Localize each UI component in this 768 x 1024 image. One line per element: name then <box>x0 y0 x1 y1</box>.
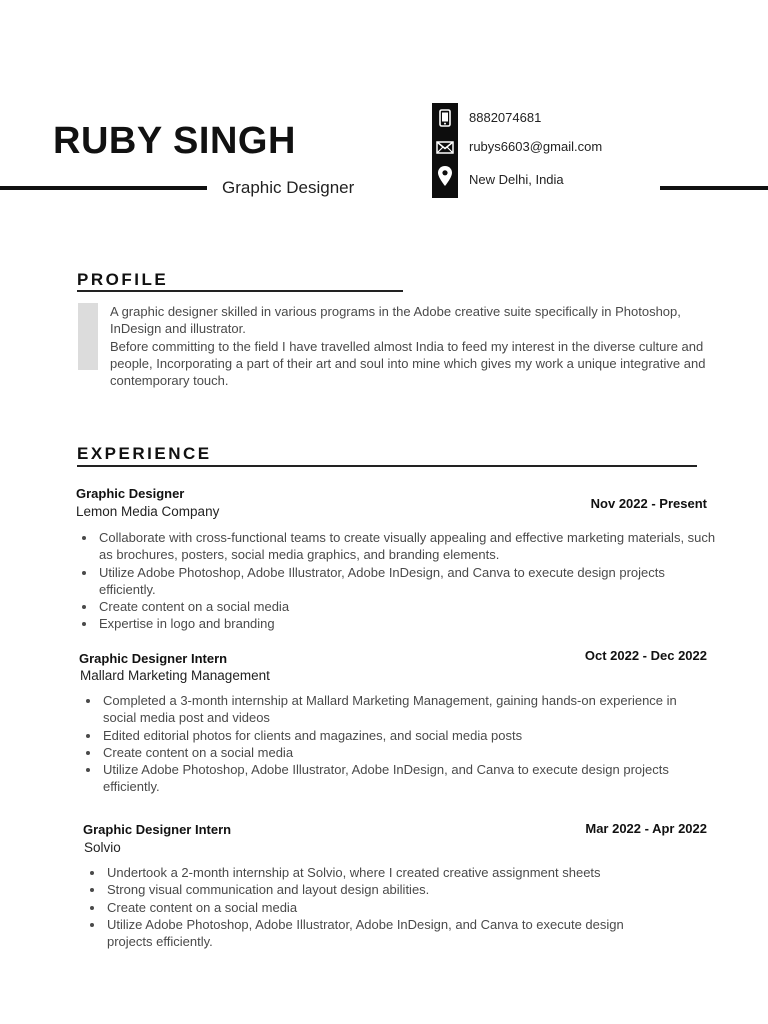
header-rule-left <box>0 186 207 190</box>
job-dates: Mar 2022 - Apr 2022 <box>585 821 707 836</box>
job-bullets <box>80 692 695 796</box>
list-item: Completed a 3-month internship at Mallard Marketing Management, gaining hands-on experience in social media post and videos <box>80 692 695 727</box>
contact-location: New Delhi, India <box>469 172 564 187</box>
list-item: Create content on a social media <box>80 744 695 761</box>
contact-email: rubys6603@gmail.com <box>469 139 603 154</box>
list-item: Create content on a social media <box>84 899 664 916</box>
candidate-name: RUBY SINGH <box>53 120 296 162</box>
contact-phone: 8882074681 <box>469 110 542 125</box>
experience-rule <box>77 465 697 467</box>
job-company: Lemon Media Company <box>76 504 220 519</box>
job-role: Graphic Designer <box>76 486 185 501</box>
list-item: Edited editorial photos for clients and magazines, and social media posts <box>80 727 695 744</box>
phone-icon <box>432 109 458 127</box>
list-item: Expertise in logo and branding <box>76 615 716 632</box>
job-company: Mallard Marketing Management <box>80 668 270 683</box>
job-dates: Nov 2022 - Present <box>590 496 707 511</box>
mail-icon <box>432 141 458 154</box>
contact-icon-bar <box>432 103 458 198</box>
header-rule-right <box>660 186 768 190</box>
job-role: Graphic Designer Intern <box>83 822 232 837</box>
profile-paragraph: Before committing to the field I have travelled almost India to feed my interest in the diverse culture and people, Incorporating a part of their art and soul into mine which gives my work a unique integrative and contemporary touch. <box>110 338 706 389</box>
job-role: Graphic Designer Intern <box>79 651 228 666</box>
profile-accent-bar <box>78 303 98 370</box>
list-item: Collaborate with cross-functional teams to create visually appealing and effective marketing materials, such as brochures, posters, social media graphics, and branding elements. <box>76 529 716 564</box>
experience-heading: EXPERIENCE <box>77 444 212 463</box>
list-item: Create content on a social media <box>76 598 716 615</box>
job-dates: Oct 2022 - Dec 2022 <box>584 648 707 663</box>
list-item: Undertook a 2-month internship at Solvio, where I created creative assignment sheets <box>84 864 664 881</box>
profile-heading: PROFILE <box>77 270 169 289</box>
candidate-title: Graphic Designer <box>222 178 355 197</box>
list-item: Utilize Adobe Photoshop, Adobe Illustrator, Adobe InDesign, and Canva to execute design projects efficiently. <box>76 564 716 599</box>
job-bullets <box>76 529 716 633</box>
location-pin-icon <box>432 165 458 187</box>
profile-summary <box>110 303 720 389</box>
list-item: Utilize Adobe Photoshop, Adobe Illustrator, Adobe InDesign, and Canva to execute design projects efficiently. <box>80 761 695 796</box>
list-item: Strong visual communication and layout design abilities. <box>84 881 664 898</box>
job-company: Solvio <box>84 840 121 855</box>
profile-rule <box>77 290 403 292</box>
list-item: Utilize Adobe Photoshop, Adobe Illustrator, Adobe InDesign, and Canva to execute design projects efficiently. <box>84 916 664 951</box>
profile-paragraph: A graphic designer skilled in various programs in the Adobe creative suite specifically in Photoshop, InDesign and illustrator. <box>110 304 681 337</box>
job-bullets <box>84 864 664 950</box>
